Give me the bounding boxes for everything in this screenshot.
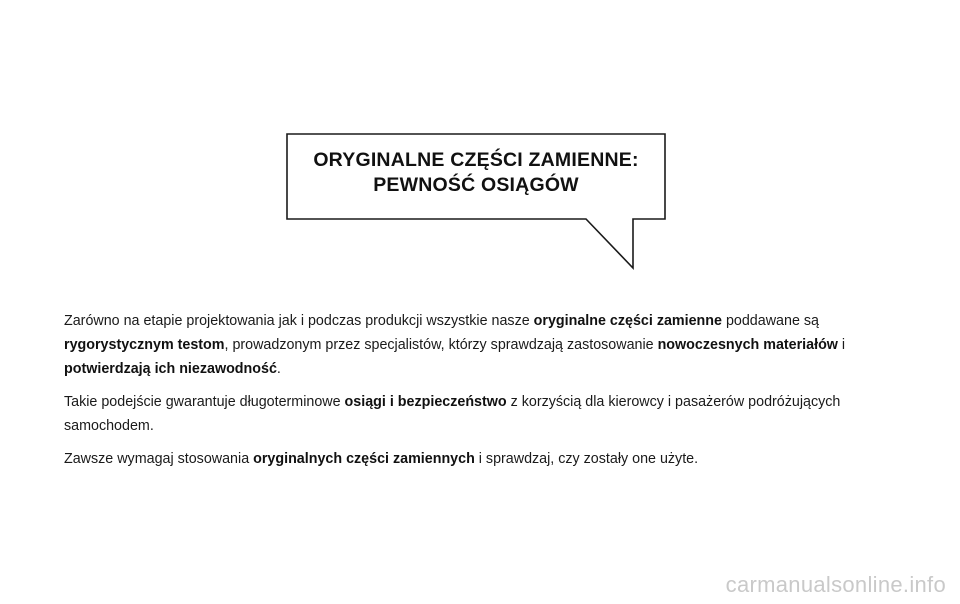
paragraph-1 [64, 309, 914, 381]
body-run: , prowadzonym przez specjalistów, którzy sprawdzają zastosowanie [224, 337, 658, 353]
emphasis-text: nowoczesnych materiałów [657, 337, 838, 353]
callout-heading-line-1: ORYGINALNE CZĘŚCI ZAMIENNE: [313, 149, 639, 171]
body-run: i [837, 337, 846, 353]
body-run: i sprawdzaj, czy zostały one użyte. [474, 451, 699, 467]
body-run: poddawane są [721, 313, 819, 329]
emphasis-text: rygorystycznym testom [64, 337, 225, 353]
body-run: z korzyścią dla kierowcy i pasażerów podróżujących samochodem. [64, 394, 841, 434]
body-run: Takie podejście gwarantuje długoterminowe [64, 394, 345, 410]
watermark: carmanualsonline.info [725, 572, 946, 597]
callout-heading-line-2: PEWNOŚĆ OSIĄGÓW [373, 174, 579, 196]
emphasis-text: oryginalnych części zamiennych [253, 451, 475, 467]
emphasis-text: oryginalne części zamienne [533, 313, 722, 329]
emphasis-text: potwierdzają ich niezawodność [64, 361, 277, 377]
body-text [64, 309, 914, 480]
emphasis-text: osiągi i bezpieczeństwo [344, 394, 507, 410]
callout-heading [288, 148, 664, 198]
body-run: . [276, 361, 281, 377]
paragraph-2 [64, 390, 914, 438]
body-run: Zawsze wymagaj stosowania [64, 451, 254, 467]
body-run: Zarówno na etapie projektowania jak i podczas produkcji wszystkie nasze [64, 313, 534, 329]
paragraph-3 [64, 447, 914, 471]
